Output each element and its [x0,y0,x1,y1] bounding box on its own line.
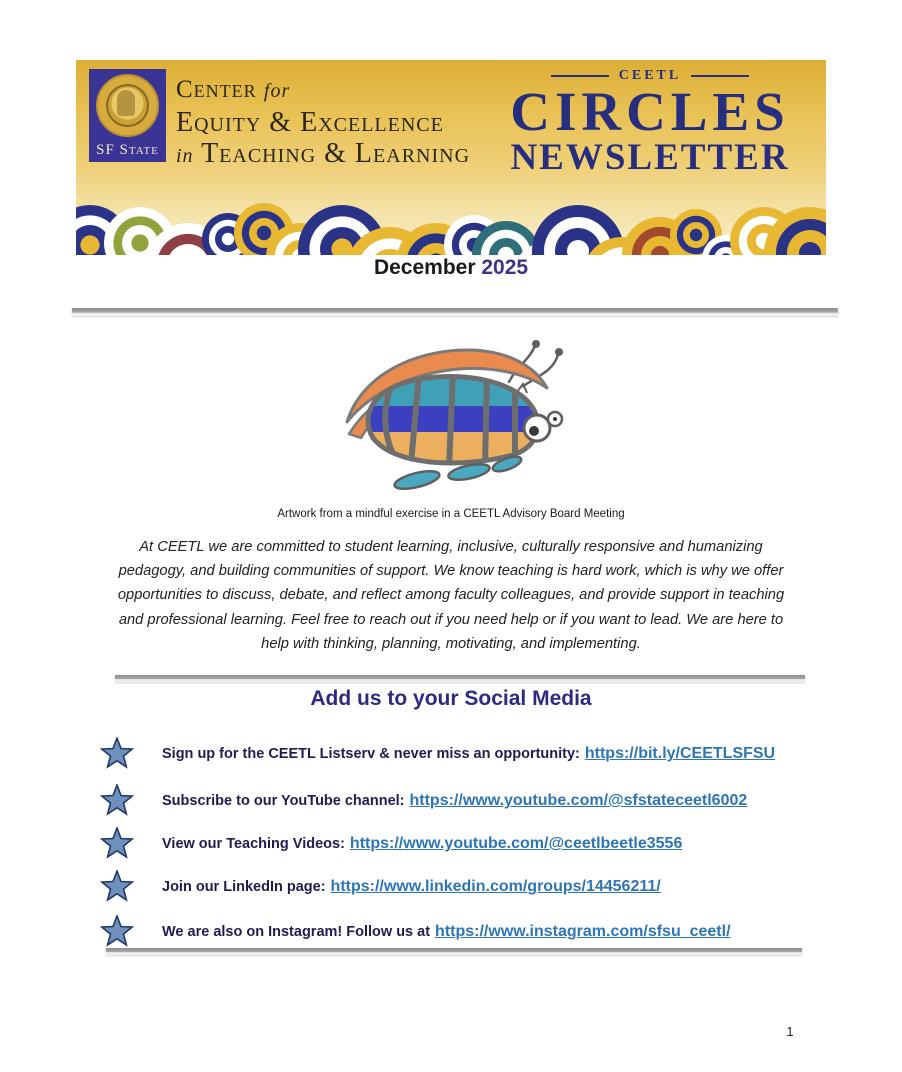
newsletter-masthead [476,68,824,178]
issue-month: December [373,256,476,279]
org-line1: Center [176,76,257,103]
sfstate-logo [89,69,166,162]
ceetl-beetle-artwork [331,336,571,494]
sfstate-wordmark: SF State [96,142,159,158]
listserv-link[interactable]: https://bit.ly/CEETLSFSU [584,745,776,762]
kicker-rule-right [691,75,749,77]
org-line3: Teaching & Learning [201,138,471,169]
artwork-caption: Artwork from a mindful exercise in a CEETL Advisory Board Meeting [277,508,625,520]
star-icon [100,870,134,904]
item-label: We are also on Instagram! Follow us at [162,924,431,940]
org-line2: Equity & Excellence [176,107,444,138]
star-icon [100,784,134,818]
social-item-teaching-videos [100,827,810,861]
linkedin-link[interactable]: https://www.linkedin.com/groups/14456211/ [330,878,661,895]
concentric-circles-pattern [76,191,826,255]
item-label: Subscribe to our YouTube channel: [162,793,405,809]
social-item-youtube-channel [100,784,810,818]
item-label: Join our LinkedIn page: [162,879,326,895]
section-divider [115,675,805,682]
star-icon [100,827,134,861]
section-divider [106,948,802,955]
social-item-instagram [100,915,810,949]
social-media-heading: Add us to your Social Media [310,687,592,710]
masthead-title: CIRCLES [510,81,790,142]
org-line3-italic: in [176,145,194,167]
youtube-channel-link[interactable]: https://www.youtube.com/@sfstateceetl6002 [409,792,748,809]
issue-year: 2025 [481,256,529,279]
masthead-subtitle: NEWSLETTER [510,137,790,178]
masthead-kicker: CEETL [618,68,682,83]
social-item-linkedin [100,870,810,904]
kicker-rule-left [551,75,609,77]
masthead-banner [76,60,826,255]
org-line1-italic: for [263,80,291,102]
university-seal-icon [96,74,159,137]
section-divider [72,308,838,316]
item-label: Sign up for the CEETL Listserv & never miss an opportunity: [162,746,580,762]
center-name [176,74,470,172]
intro-paragraph: At CEETL we are committed to student learning, inclusive, culturally responsive and humanizing pedagogy, and building communities of support. We know teaching is hard work, which is why we offer opportunities to discuss, debate, and reflect among faculty colleagues, and provide support in teaching and professional learning. Feel free to reach out if you need help or if you want to lead. We are here to help with thinking, planning, motivating, and implementing. [117,539,785,652]
item-label: View our Teaching Videos: [162,836,345,852]
page-number: 1 [786,1024,794,1039]
instagram-link[interactable]: https://www.instagram.com/sfsu_ceetl/ [435,923,731,940]
star-icon [100,737,134,771]
star-icon [100,915,134,949]
social-item-listserv [100,737,810,771]
teaching-videos-link[interactable]: https://www.youtube.com/@ceetlbeetle3556 [349,835,683,852]
issue-date [0,256,902,280]
